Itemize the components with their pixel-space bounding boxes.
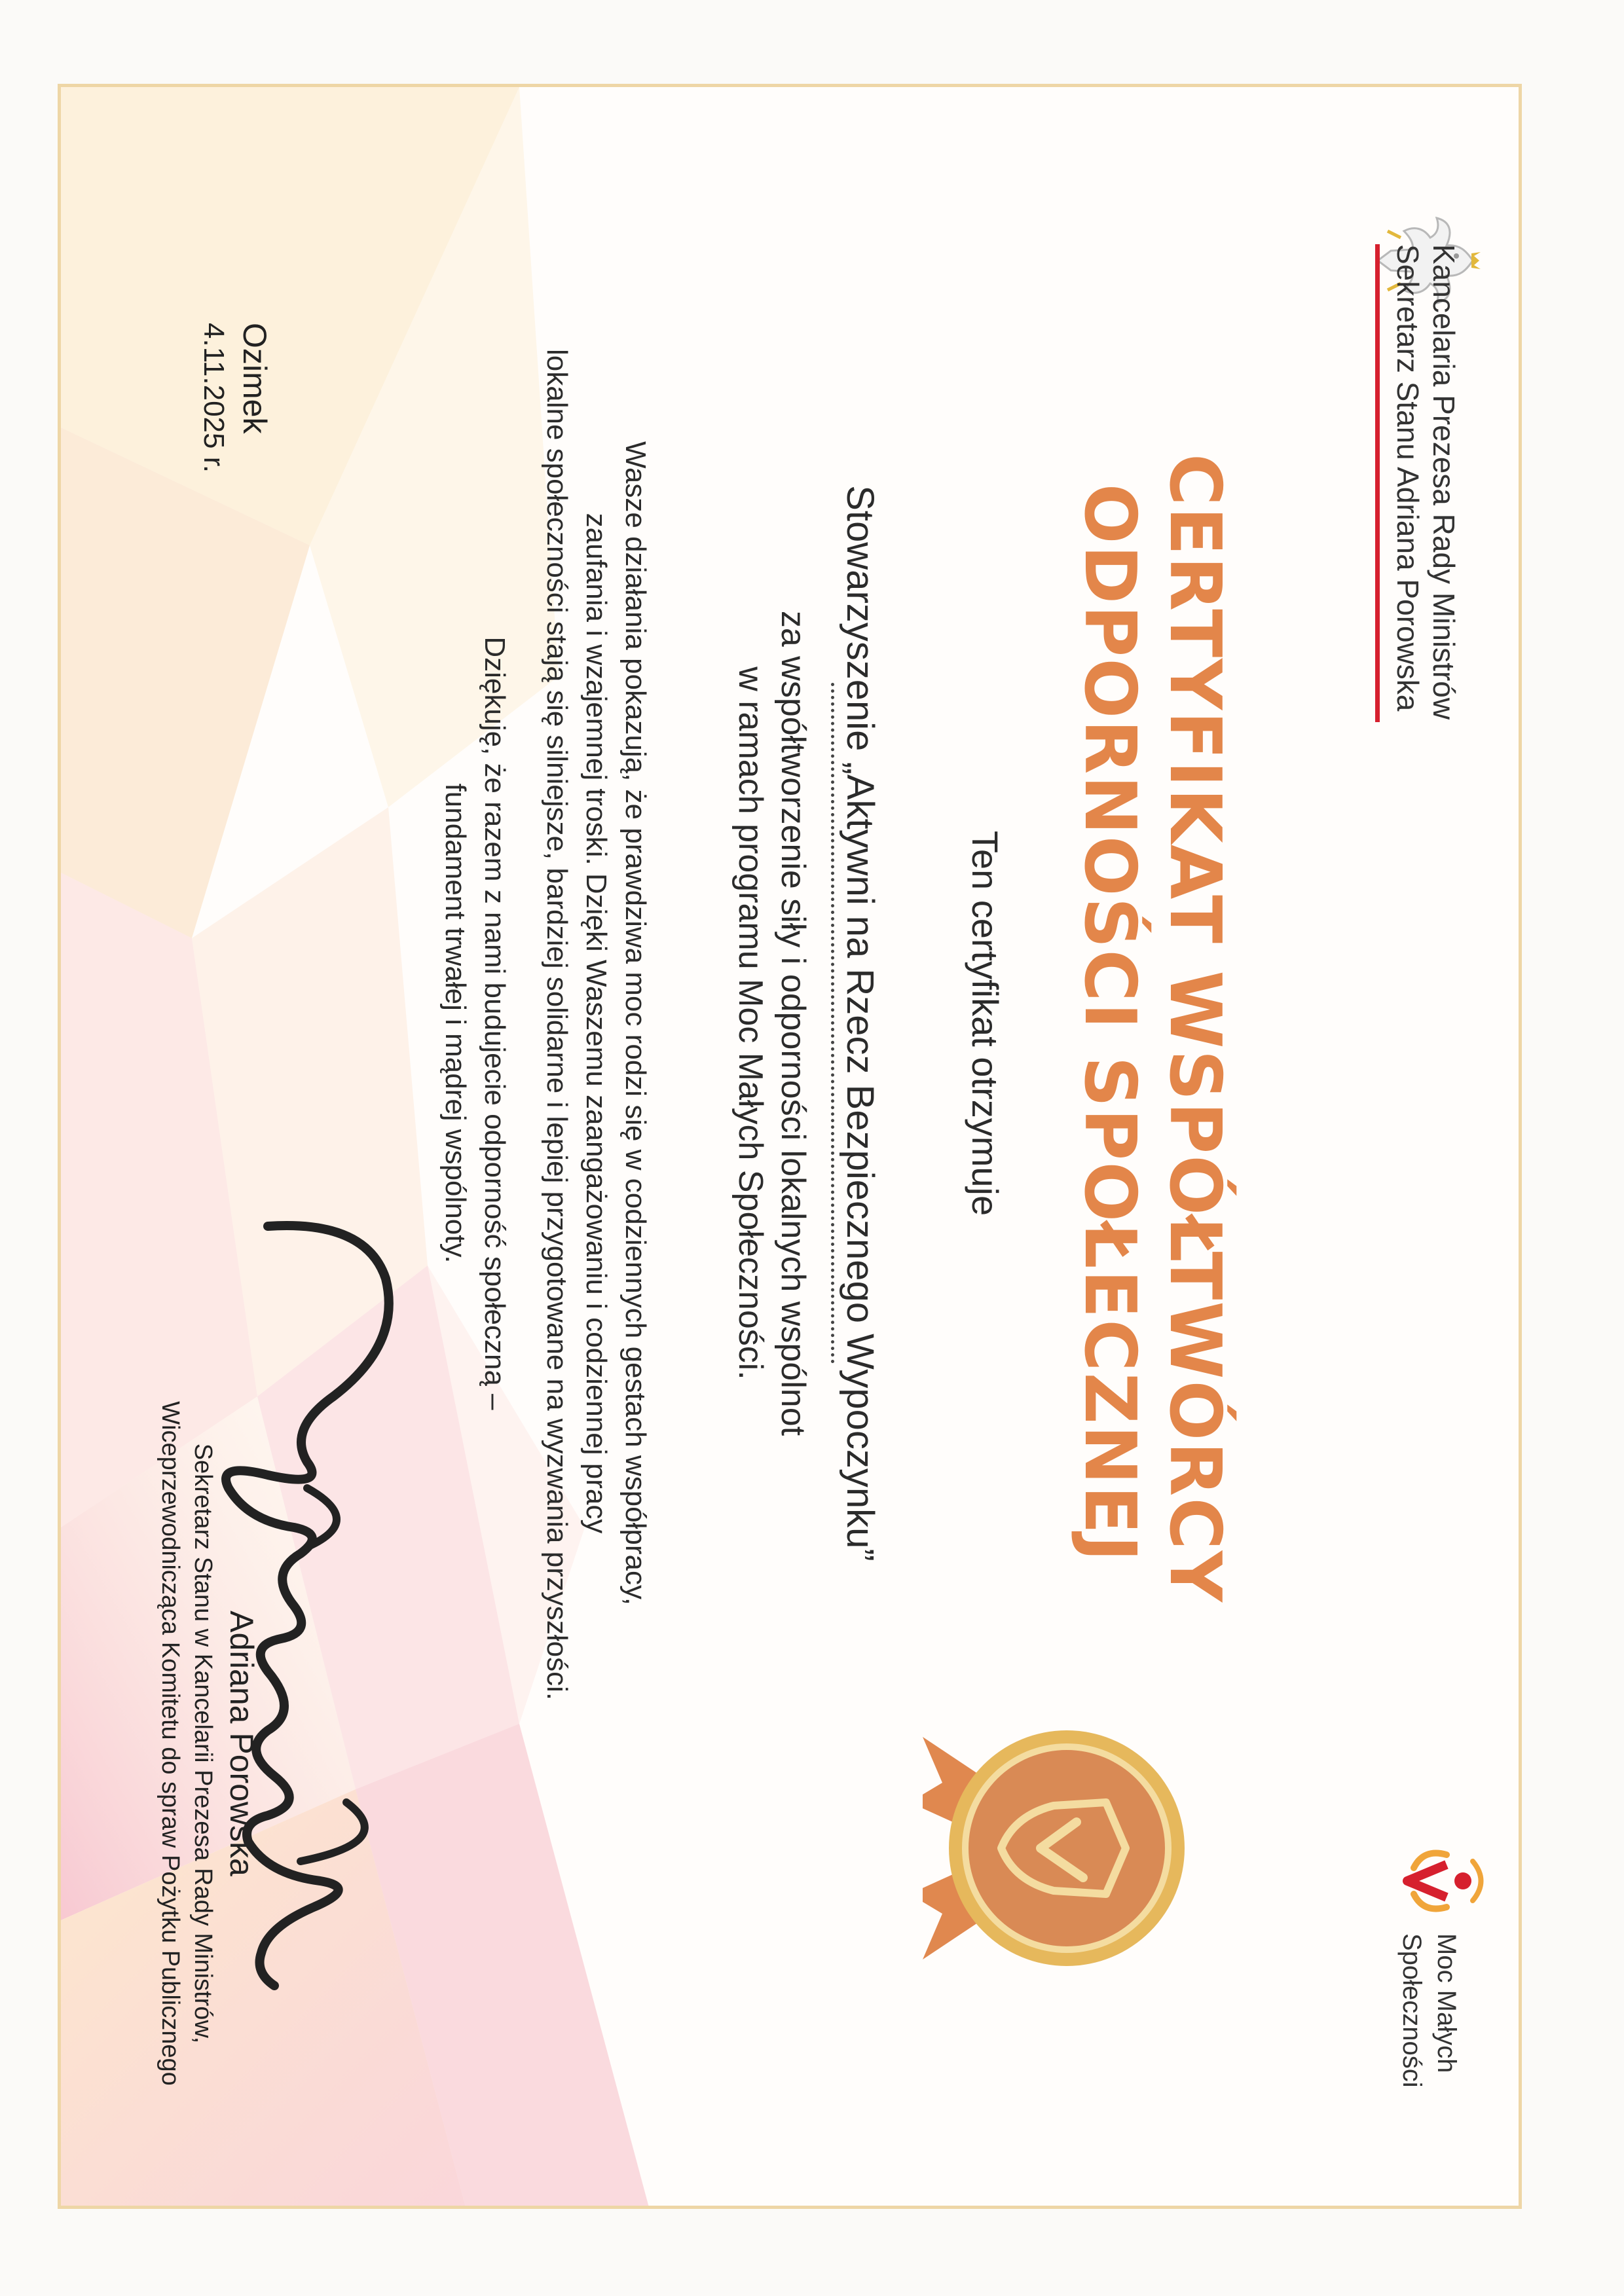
header-red-rule xyxy=(1375,244,1380,722)
intro-text: Ten certyfikat otrzymuje xyxy=(965,830,1006,1216)
paragraph-1-line-3: lokalne społeczności stają się silniejsze, bardziej solidarne i lepiej przygotowane na wyzwania przyszłości. xyxy=(541,349,573,1701)
signatory-role-line-1: Sekretarz Stanu w Kancelarii Prezesa Rady Ministrów, xyxy=(189,1443,217,2044)
logo-text-line-1: Moc Małych xyxy=(1432,1933,1461,2073)
certificate xyxy=(58,84,1522,2209)
signatory-role-line-2: Wiceprzewodnicząca Komitetu do spraw Pożytku Publicznego xyxy=(157,1401,184,2086)
moc-malych-logo-icon xyxy=(1388,1842,1486,1920)
certificate-title-line-1: CERTYFIKAT WSPÓŁTWÓRCY xyxy=(1154,454,1236,1603)
header-line-2: Sekretarz Stanu Adriana Porowska xyxy=(1391,244,1425,712)
certificate-title-line-2: ODPORNOŚCI SPOŁECZNEJ xyxy=(1069,483,1151,1563)
paragraph-1-line-1: Wasze działania pokazują, że prawdziwa moc rodzi się w codziennych gestach współpracy, xyxy=(619,441,652,1605)
paragraph-2-line-2: fundament trwałej i mądrej wspólnoty. xyxy=(439,783,471,1264)
logo-text-line-2: Społeczności xyxy=(1397,1933,1426,2088)
shield-badge-icon xyxy=(923,1711,1198,1986)
recipient-name: Stowarzyszenie „Aktywni na Rzecz Bezpiecznego Wypoczynku” xyxy=(839,485,881,1561)
reason-line-1: za współtworzenie siły i odporności lokalnych wspólnot xyxy=(774,610,812,1436)
recipient-dotted-line xyxy=(831,683,834,1364)
certificate-content xyxy=(61,87,1522,2209)
signatory-name: Adriana Porowska xyxy=(223,1611,260,1876)
header-line-1: Kancelaria Prezesa Rady Ministrów xyxy=(1427,244,1461,720)
paragraph-2-line-1: Dziękuję, że razem z nami budujecie odporność społeczną – xyxy=(479,636,511,1410)
place: Ozimek xyxy=(236,323,273,434)
reason-line-2: w ramach programu Moc Małych Społeczności. xyxy=(731,666,769,1380)
paragraph-1-line-2: zaufania i wzajemnej troski. Dzięki Waszemu zaangażowaniu i codziennej pracy xyxy=(580,513,612,1534)
date: 4.11.2025 r. xyxy=(198,323,230,473)
